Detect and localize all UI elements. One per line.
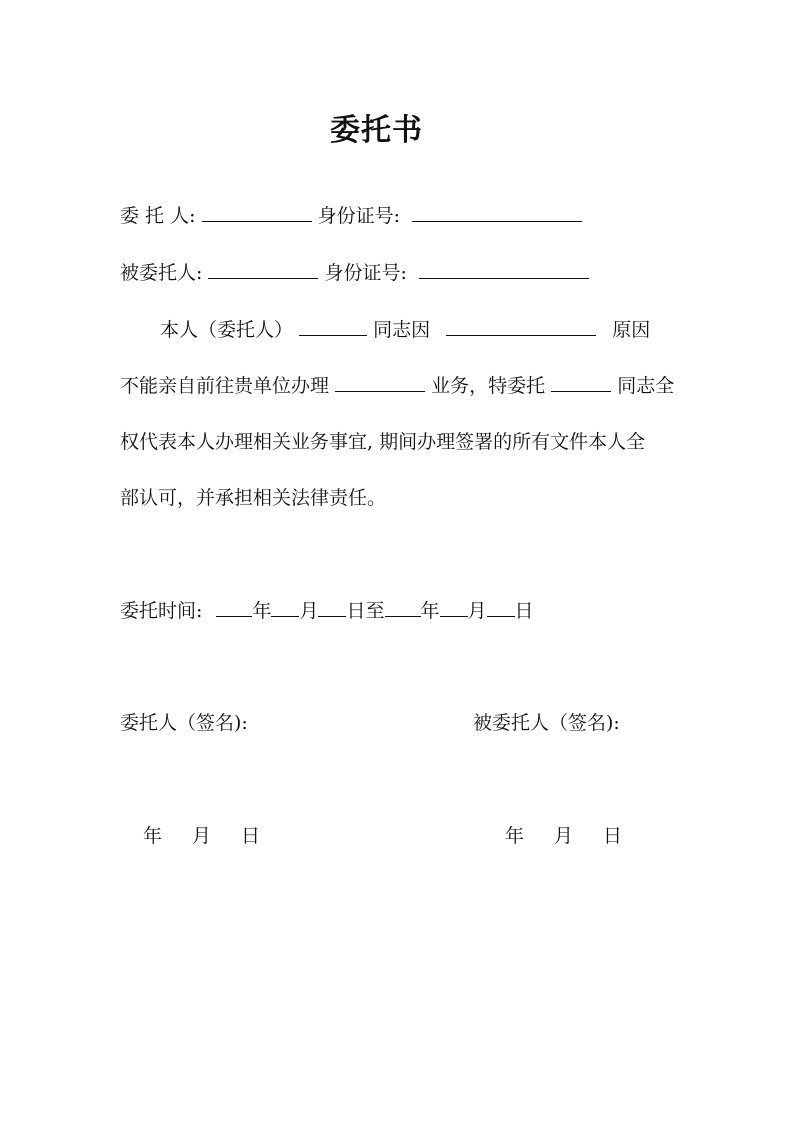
paragraph-text-1a: 本人（委托人） (160, 319, 294, 341)
agent-label: 被委托人: (120, 262, 203, 284)
start-year-blank[interactable] (216, 598, 252, 617)
agent-id-blank[interactable] (419, 260, 589, 279)
agent-date-year: 年 (505, 825, 525, 847)
principal-label: 委 托 人: (120, 205, 196, 227)
paragraph-text-2b: 业务，特委托 (431, 375, 546, 397)
end-month-blank[interactable] (440, 598, 468, 617)
document-title: 委托书 (330, 113, 423, 148)
end-day-blank[interactable] (487, 598, 515, 617)
end-day-label: 日 (514, 600, 534, 622)
paragraph-line-1 (160, 317, 650, 342)
principal-name-blank[interactable] (202, 203, 312, 222)
paragraph-text-2a: 不能亲自前往贵单位办理 (120, 375, 330, 397)
principal-date (143, 824, 260, 848)
principal-date-year: 年 (143, 825, 163, 847)
agent-name-inline-blank[interactable] (551, 373, 611, 392)
agent-date (505, 824, 622, 848)
principal-id-label: 身份证号: (317, 205, 400, 227)
start-year-label: 年 (252, 600, 272, 622)
end-year-label: 年 (420, 600, 440, 622)
start-day-label: 日至 (346, 600, 385, 622)
start-day-blank[interactable] (318, 598, 346, 617)
end-month-label: 月 (467, 600, 487, 622)
paragraph-line-4: 部认可，并承担相关法律责任。 (120, 487, 387, 509)
agent-signature-label: 被委托人（签名): (473, 712, 620, 734)
principal-date-day: 日 (241, 825, 261, 847)
end-year-blank[interactable] (385, 598, 421, 617)
period-row (120, 598, 534, 623)
agent-row (120, 260, 589, 285)
start-month-label: 月 (299, 600, 319, 622)
start-month-blank[interactable] (271, 598, 299, 617)
paragraph-text-2c: 同志全 (617, 375, 675, 397)
agent-name-blank[interactable] (208, 260, 318, 279)
agent-date-month: 月 (554, 825, 574, 847)
agent-date-day: 日 (603, 825, 623, 847)
principal-id-blank[interactable] (412, 203, 582, 222)
paragraph-line-3: 权代表本人办理相关业务事宜, 期间办理签署的所有文件本人全 (120, 431, 646, 453)
principal-name-inline-blank[interactable] (299, 317, 367, 336)
principal-signature-label: 委托人（签名): (120, 712, 248, 734)
period-label: 委托时间: (120, 600, 203, 622)
paragraph-line-2 (120, 373, 674, 398)
principal-date-month: 月 (192, 825, 212, 847)
reason-blank[interactable] (446, 317, 596, 336)
business-blank[interactable] (335, 373, 425, 392)
paragraph-text-1c: 原因 (612, 319, 651, 341)
agent-id-label: 身份证号: (324, 262, 407, 284)
paragraph-text-1b: 同志因 (373, 319, 431, 341)
principal-row (120, 203, 582, 228)
